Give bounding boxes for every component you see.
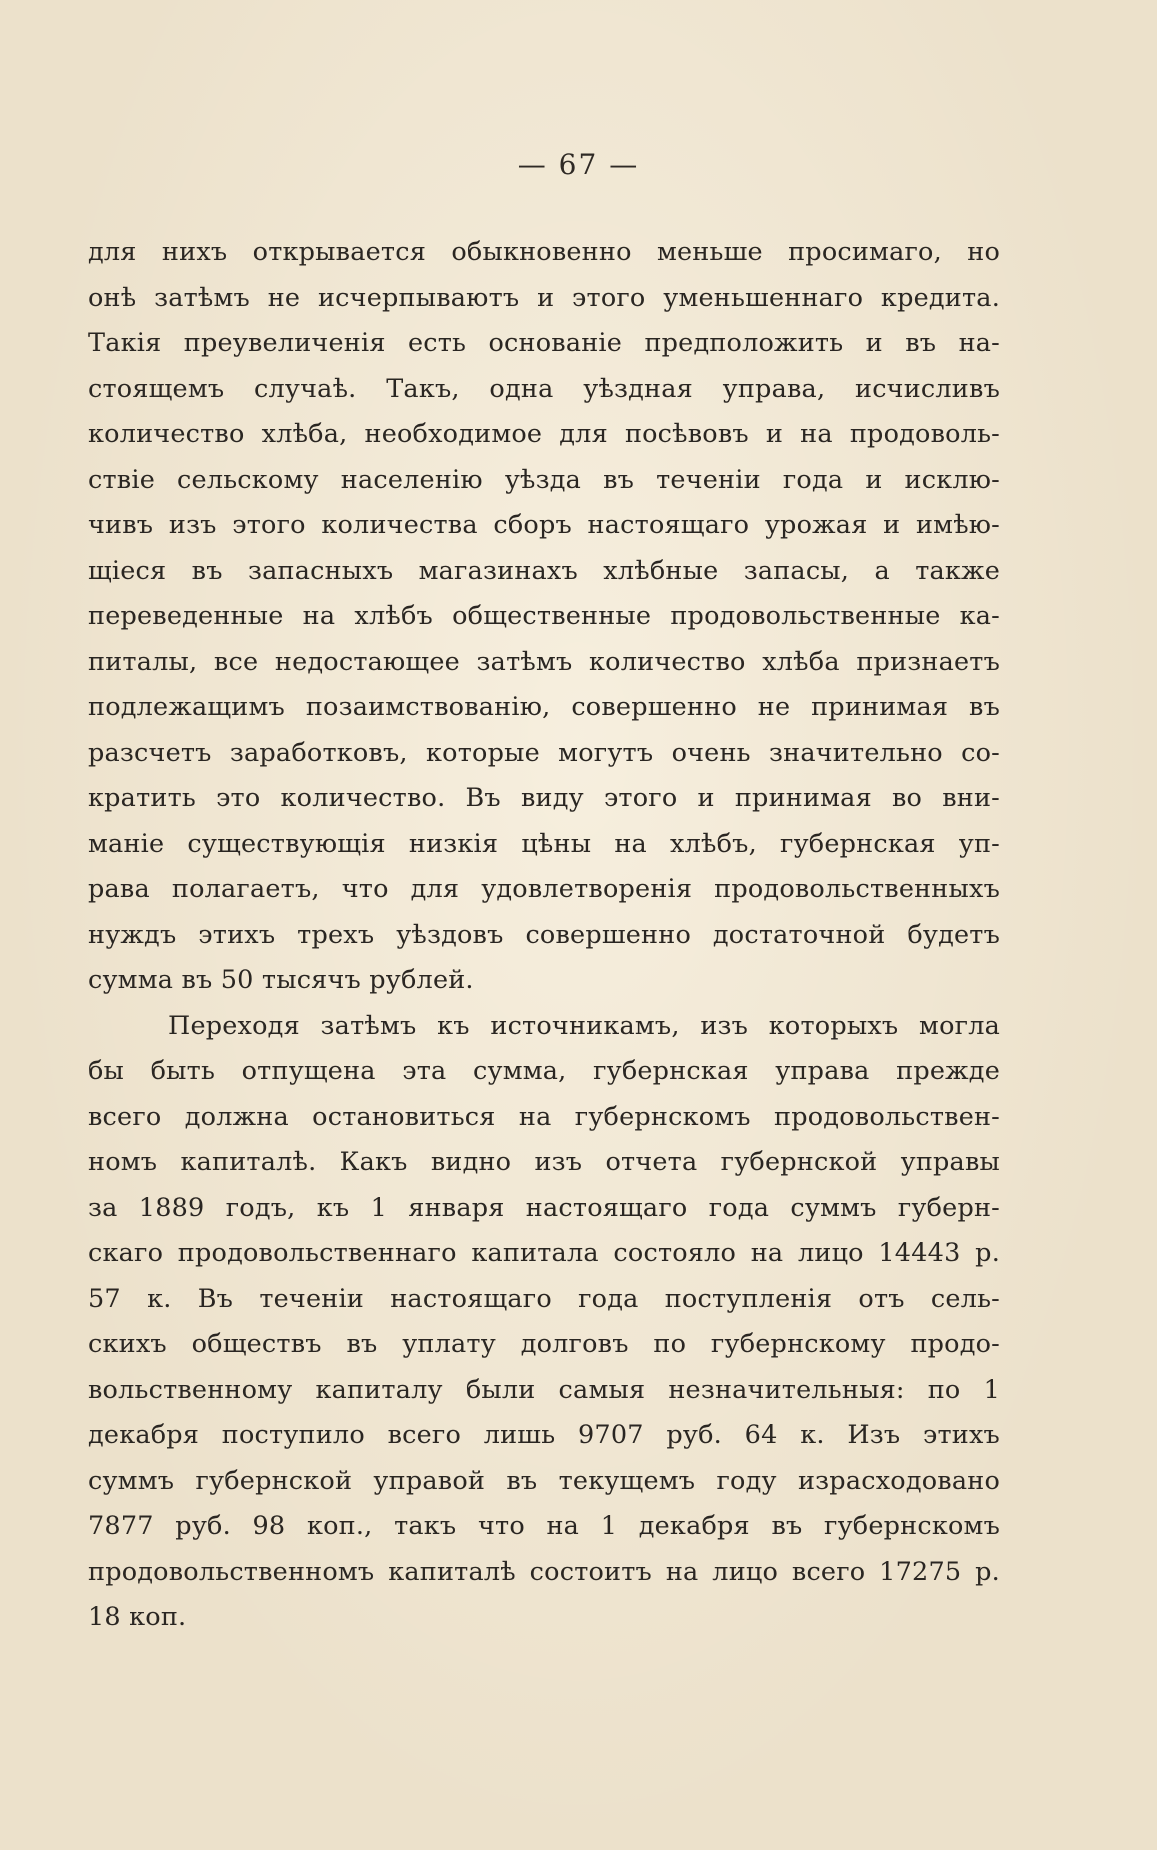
text-line: количество хлѣба, необходимое для посѣвовъ и на продоволь- (88, 419, 1000, 449)
text-line: нуждъ этихъ трехъ уѣздовъ совершенно достаточной будетъ (88, 919, 1000, 950)
text-line: Такія преувеличенія есть основаніе предположить и въ на- (88, 328, 1000, 358)
text-line: рава полагаетъ, что для удовлетворенія продовольственныхъ (88, 874, 1000, 904)
text-line: стоящемъ случаѣ. Такъ, одна уѣздная управа, исчисливъ (88, 373, 1000, 404)
text-line: питалы, все недостающее затѣмъ количество хлѣба признаетъ (88, 646, 1000, 677)
text-line: номъ капиталѣ. Какъ видно изъ отчета губернской управы (88, 1147, 1000, 1177)
paragraph-2 (88, 1004, 1000, 1641)
text-line: для нихъ открывается обыкновенно меньше просимаго, но (88, 237, 1000, 267)
text-line: суммъ губернской управой въ текущемъ году израсходовано (88, 1465, 1000, 1496)
text-line: чивъ изъ этого количества сборъ настоящаго урожая и имѣю- (88, 510, 1000, 540)
text-line: декабря поступило всего лишь 9707 руб. 64 к. Изъ этихъ (88, 1420, 1000, 1450)
body-text (88, 230, 1000, 1641)
text-line: онѣ затѣмъ не исчерпываютъ и этого уменьшеннаго кредита. (88, 282, 1000, 313)
text-line: 57 к. Въ теченіи настоящаго года поступленія отъ сель- (88, 1283, 1000, 1314)
text-line: 18 коп. (88, 1602, 187, 1632)
text-line: подлежащимъ позаимствованію, совершенно не принимая въ (88, 692, 1000, 722)
text-line: маніе существующія низкія цѣны на хлѣбъ, губернская уп- (88, 828, 1000, 859)
text-line: щіеся въ запасныхъ магазинахъ хлѣбные запасы, а также (88, 555, 1000, 586)
text-line: за 1889 годъ, къ 1 января настоящаго года суммъ губерн- (88, 1192, 1000, 1223)
text-line: скихъ обществъ въ уплату долговъ по губернскому продо- (88, 1329, 1000, 1359)
text-line: бы быть отпущена эта сумма, губернская управа прежде (88, 1056, 1000, 1086)
text-line: скаго продовольственнаго капитала состояло на лицо 14443 р. (88, 1238, 1000, 1268)
text-line: 7877 руб. 98 коп., такъ что на 1 декабря въ губернскомъ (88, 1511, 1000, 1541)
text-line: продовольственномъ капиталѣ состоитъ на лицо всего 17275 р. (88, 1556, 1000, 1587)
text-line: ствіе сельскому населенію уѣзда въ теченіи года и исклю- (88, 464, 1000, 495)
text-line: кратить это количество. Въ виду этого и принимая во вни- (88, 783, 1000, 813)
text-line: сумма въ 50 тысячъ рублей. (88, 965, 474, 995)
text-line: переведенные на хлѣбъ общественные продовольственные ка- (88, 601, 1000, 631)
text-line: вольственному капиталу были самыя незначительныя: по 1 (88, 1374, 1000, 1405)
paragraph-1 (88, 230, 1000, 1004)
text-line: Переходя затѣмъ къ источникамъ, изъ которыхъ могла (168, 1010, 1000, 1041)
text-line: всего должна остановиться на губернскомъ продовольствен- (88, 1101, 1000, 1132)
text-line: разсчетъ заработковъ, которые могутъ очень значительно со- (88, 737, 1000, 768)
page-number: — 67 — (517, 148, 640, 181)
